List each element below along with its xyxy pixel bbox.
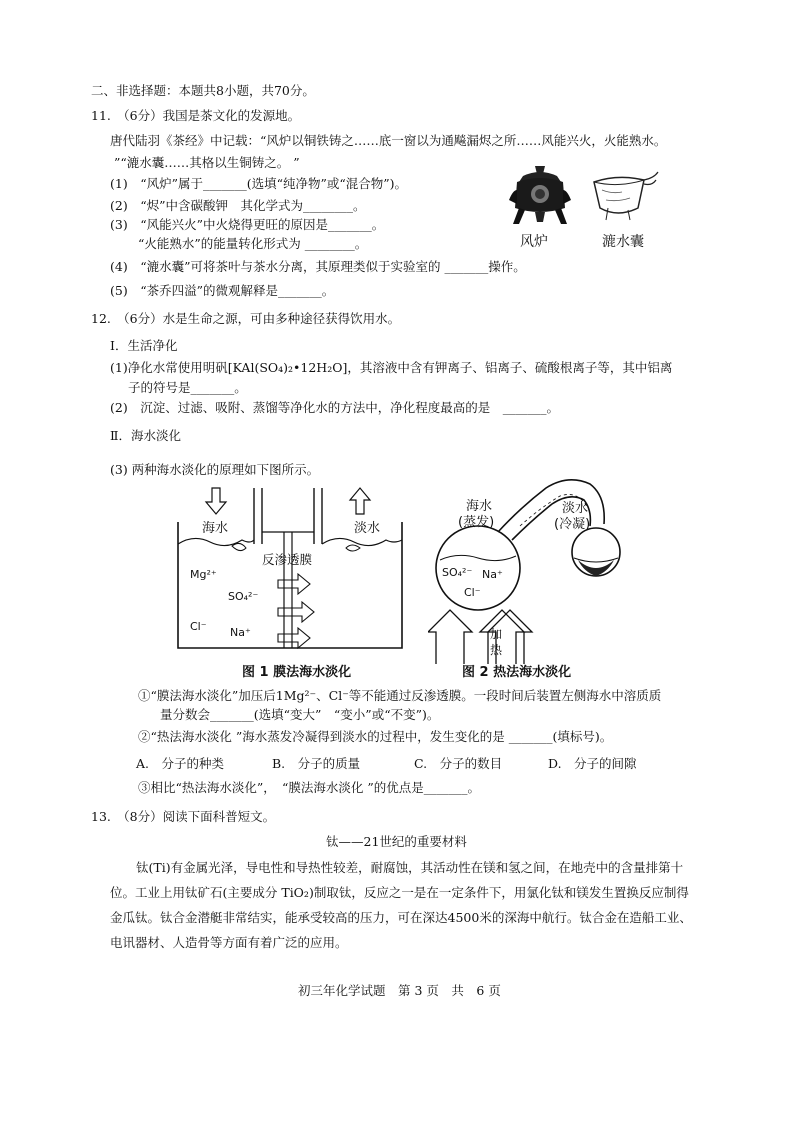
q13-paragraph-line1: 钛(Ti)有金属光泽，导电性和导热性较差，耐腐蚀，其活动性在镁和氢之间，在地壳中的含量排第十 — [136, 860, 684, 875]
fig1-ion-so4: SO₄²⁻ — [228, 590, 259, 603]
fig2-ion-cl: Cl⁻ — [464, 586, 481, 599]
filter-bag-label: 漉水囊 — [602, 234, 644, 250]
q12-sub1b: 子的符号是_______。 — [128, 380, 247, 395]
q12-stem: 12. （6分）水是生命之源，可由多种途径获得饮用水。 — [91, 311, 401, 326]
q11-sub1: (1) “风炉”属于_______(选填“纯净物”或“混合物”)。 — [110, 176, 408, 191]
figure-1-membrane-desalination — [170, 484, 415, 664]
q11-sub3: (3) “风能兴火”中火烧得更旺的原因是_______。 — [110, 217, 385, 232]
q11-quote-line1: 唐代陆羽《茶经》中记载：“风炉以铜铁铸之……底一窗以为通飚漏烬之所……风能兴火，火能熟水。 — [110, 133, 667, 148]
q12-part1: Ⅰ．生活净化 — [110, 338, 178, 353]
q11-sub3b: “火能熟水”的能量转化形式为 ________。 — [138, 236, 368, 251]
fig2-label-seawater: 海水 — [466, 499, 493, 514]
fig2-caption: 图 2 热法海水淡化 — [462, 665, 572, 680]
q11-stem: 11. （6分）我国是茶文化的发源地。 — [91, 108, 301, 123]
q13-paragraph-line3: 金瓜钛。钛合金潜艇非常结实，能承受较高的压力，可在深达4500米的深海中航行。钛合金在造船工业、 — [110, 910, 692, 925]
fig2-ion-na: Na⁺ — [482, 568, 503, 581]
fig2-ion-so4: SO₄²⁻ — [442, 566, 473, 579]
q12-sub1: (1)净化水常使用明矾[KAl(SO₄)₂•12H₂O]，其溶液中含有钾离子、铝离子、硫酸根离子等，其中铝离 — [110, 360, 673, 375]
q12-part2: Ⅱ．海水淡化 — [110, 428, 181, 443]
figure-2-thermal-desalination — [428, 468, 628, 664]
fig1-label-seawater: 海水 — [202, 521, 229, 536]
q12-question-c: ③相比“热法海水淡化”， “膜法海水淡化 ”的优点是_______。 — [138, 780, 481, 795]
q13-paragraph-line2: 位。工业上用钛矿石(主要成分 TiO₂)制取钛，反应之一是在一定条件下，用氯化钛和镁发生置换反应制得 — [110, 885, 689, 900]
q12-sub2: (2) 沉淀、过滤、吸附、蒸馏等净化水的方法中，净化程度最高的是 _______。 — [110, 400, 559, 415]
q12-option-b: B. 分子的质量 — [272, 756, 361, 771]
page-footer: 初三年化学试题 第 3 页 共 6 页 — [298, 983, 501, 998]
q12-sub3: (3) 两种海水淡化的原理如下图所示。 — [110, 462, 320, 477]
q13-stem: 13. （8分）阅读下面科普短文。 — [91, 809, 276, 824]
wind-stove-image — [505, 160, 575, 228]
fig2-label-freshwater: 淡水 — [562, 501, 589, 516]
fig2-label-heat2: 热 — [490, 643, 503, 657]
q12-question-b: ②“热法海水淡化 ”海水蒸发冷凝得到淡水的过程中，发生变化的是 _______(填标号)。 — [138, 729, 613, 744]
fig2-label-evap: (蒸发) — [458, 515, 495, 530]
wind-stove-label: 风炉 — [520, 234, 548, 250]
fig1-label-membrane: 反渗透膜 — [262, 552, 313, 567]
q12-option-c: C. 分子的数目 — [414, 756, 503, 771]
fig1-ion-cl: Cl⁻ — [190, 620, 207, 633]
q13-article-title: 钛——21世纪的重要材料 — [326, 834, 467, 849]
section-header: 二、非选择题：本题共8小题，共70分。 — [91, 83, 315, 98]
fig2-label-cond: (冷凝) — [554, 517, 591, 532]
filter-bag-image — [588, 170, 663, 230]
q12-option-a: A. 分子的种类 — [136, 756, 225, 771]
fig1-ion-mg: Mg²⁺ — [190, 568, 217, 581]
q12-option-d: D. 分子的间隙 — [548, 756, 637, 771]
fig1-ion-na: Na⁺ — [230, 626, 251, 639]
fig1-caption: 图 1 膜法海水淡化 — [242, 665, 352, 680]
q11-sub4: (4) “漉水囊”可将茶叶与茶水分离，其原理类似于实验室的 _______操作。 — [110, 259, 526, 274]
q12-question-a: ①“膜法海水淡化”加压后1Mg²⁻、Cl⁻等不能通过反渗透膜。一段时间后装置左侧海水中溶质质 — [138, 688, 662, 703]
q11-sub2: (2) “烬”中含碳酸钾 其化学式为________。 — [110, 198, 366, 213]
fig2-label-heat1: 加 — [490, 627, 503, 641]
fig1-label-freshwater: 淡水 — [354, 521, 381, 536]
q11-quote-line2: ”“漉水囊……其格以生铜铸之。 ” — [114, 155, 300, 170]
q11-sub5: (5) “茶乔四溢”的微观解释是_______。 — [110, 283, 335, 298]
q12-question-a2: 量分数会_______(选填“变大” “变小”或“不变”)。 — [160, 707, 440, 722]
q13-paragraph-line4: 电讯器材、人造骨等方面有着广泛的应用。 — [110, 935, 348, 950]
